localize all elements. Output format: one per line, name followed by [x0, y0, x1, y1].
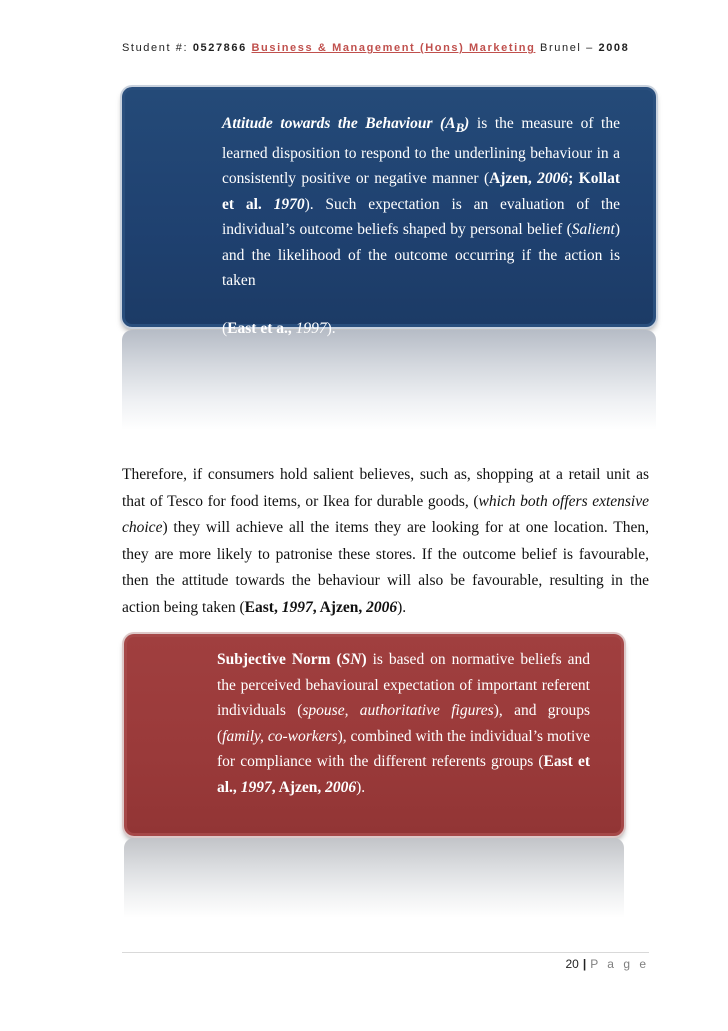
body-cite-1-year: 1997 [281, 598, 313, 616]
attitude-term: Attitude towards the Behaviour (A [222, 115, 456, 132]
norm-cite-1-year: 1997 [240, 778, 272, 796]
body-cite-1: East, [244, 598, 282, 616]
norm-text-1: is based on normative beliefs and the perceived behavioural expectation of important referent individuals ( [217, 651, 590, 719]
body-text-2: ) they will achieve all the items they are looking for at one location. Then, they are more likely to patronise these stores. If the outcome belief is favourable, then the attitude towards the behaviour will also be favourable, resulting in the action being taken ( [122, 519, 649, 616]
footer-separator: | [582, 957, 587, 971]
norm-italic-2: family, co-workers [222, 727, 338, 745]
page-footer [565, 957, 649, 971]
norm-text-2: ), and groups ( [217, 702, 590, 745]
attitude-cite-2: ; Kollat et al. [222, 170, 620, 213]
norm-term: Subjective Norm ( [217, 651, 342, 668]
attitude-definition-paragraph [222, 111, 620, 294]
header-prefix: Student #: [122, 42, 193, 54]
subjective-norm-text [217, 647, 590, 800]
body-text-3: ). [397, 598, 407, 616]
norm-term-close: ) [361, 651, 367, 668]
norm-text-4: ). [356, 778, 366, 796]
header-programme: Business & Management (Hons) Marketing [251, 42, 536, 54]
attitude-definition-text [222, 111, 620, 341]
body-paragraph [122, 462, 649, 622]
attitude-cite-year: 1997 [295, 319, 327, 337]
attitude-text-2: ). Such expectation is an evaluation of the individual’s outcome beliefs shaped by personal belief ( [222, 195, 620, 239]
norm-cite-1: East et al., [217, 753, 590, 796]
attitude-box-reflection [122, 330, 656, 430]
attitude-term-close: ) [464, 115, 470, 132]
attitude-salient: Salient [571, 221, 615, 239]
page-header [122, 42, 662, 54]
attitude-citation [222, 316, 620, 342]
attitude-cite-close: ). [326, 319, 336, 337]
norm-text-3: ), combined with the individual’s motive for compliance with the different referents groups ( [217, 727, 590, 770]
footer-page-number: 20 [565, 957, 579, 971]
footer-page-label: P a g e [590, 957, 649, 971]
body-paragraph-text [122, 462, 649, 622]
attitude-cite-name: East et a., [227, 319, 296, 337]
body-cite-2: , Ajzen, [312, 598, 367, 616]
header-student-id: 0527866 [192, 42, 247, 54]
attitude-text-3: ) and the likelihood of the outcome occurring if the action is taken [222, 221, 620, 290]
attitude-cite-open: ( [222, 319, 228, 337]
attitude-term-sub: B [455, 120, 465, 136]
body-cite-2-year: 2006 [366, 598, 398, 616]
attitude-cite-1-year: 2006 [537, 170, 569, 188]
subjective-norm-paragraph [217, 647, 590, 800]
attitude-text-1: is the measure of the learned disposition to respond to the underlining behaviour in a consistently positive or negative manner ( [222, 115, 620, 188]
subjective-norm-box-reflection [124, 838, 624, 918]
attitude-cite-1: Ajzen, [489, 170, 538, 188]
norm-term-abbr: SN [341, 651, 362, 668]
header-institution: Brunel – [535, 42, 599, 54]
norm-italic-1: spouse, authoritative figures [302, 702, 494, 719]
header-year: 2008 [598, 42, 630, 54]
norm-cite-2: , Ajzen, [271, 778, 326, 796]
norm-cite-2-year: 2006 [325, 778, 357, 796]
body-text-1: Therefore, if consumers hold salient believes, such as, shopping at a retail unit as that of Tesco for food items, or Ikea for durable goods, ( [122, 466, 649, 510]
body-italic: which both offers extensive choice [122, 492, 649, 537]
footer-divider [122, 952, 649, 953]
attitude-cite-2-year: 1970 [273, 195, 305, 213]
